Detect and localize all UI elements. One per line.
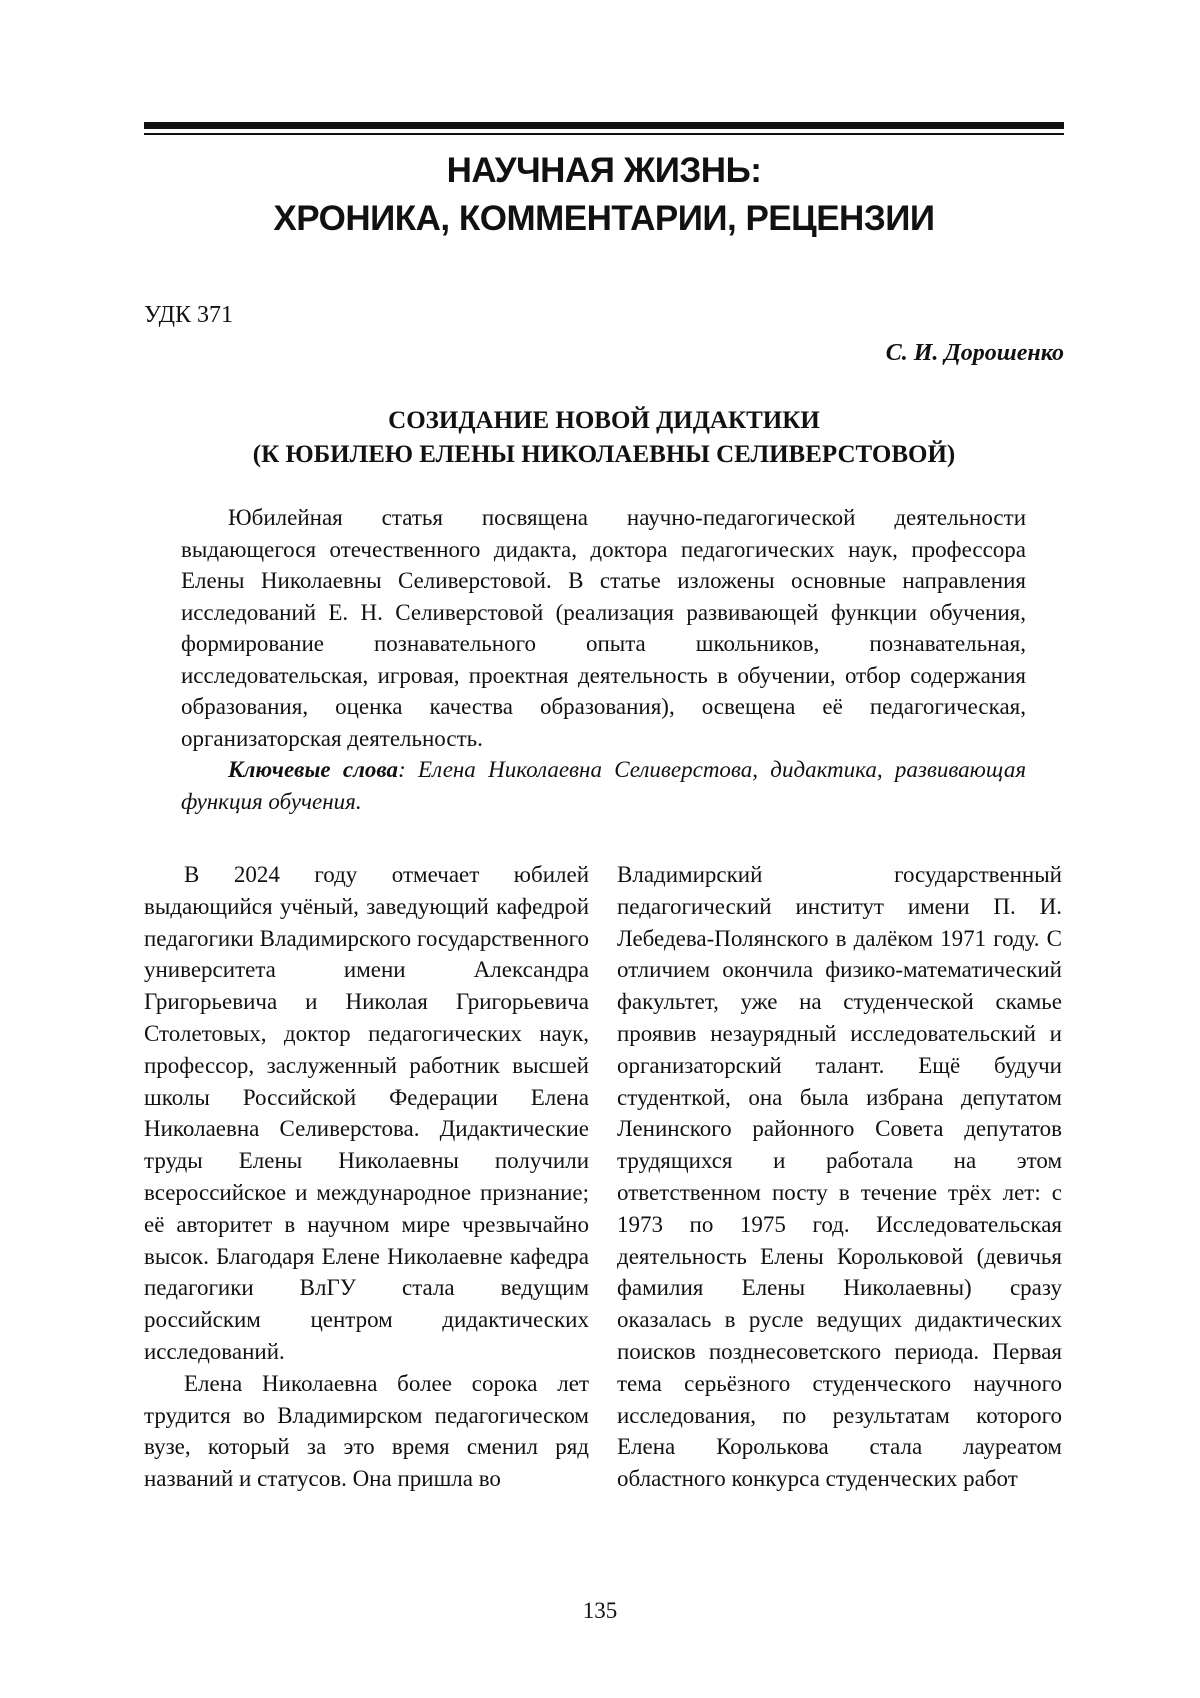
section-title-line1: НАУЧНАЯ ЖИЗНЬ: — [446, 151, 762, 190]
keywords-colon: : — [398, 757, 406, 782]
section-title — [144, 147, 1064, 243]
page-number: 135 — [582, 1598, 618, 1623]
article-title — [144, 404, 1064, 472]
body-paragraph: Елена Николаевна более сорока лет трудится во Владимирском педагогическом вузе, который за это время сменил ряд названий и статусов. Она пришла во — [144, 1370, 589, 1492]
body-column-left — [144, 859, 589, 1495]
section-title-line2: ХРОНИКА, КОММЕНТАРИИ, РЕЦЕНЗИИ — [273, 199, 935, 238]
keywords-label: Ключевые слова — [228, 757, 399, 782]
keywords-text: Елена Николаевна Селиверстова, дидактика, развивающая функция обучения. — [181, 757, 1027, 814]
udc-code: УДК 371 — [144, 302, 233, 328]
body-paragraph: Владимирский государственный педагогический институт имени П. И. Лебедева-Полянского в далёком 1971 году. С отличием окончила физико-математический факультет, уже на студенческой скамье проявив незаурядный исследовательский и организаторский талант. Ещё будучи студенткой, она была избрана депутатом Ленинского районного Совета депутатов трудящихся и работала на этом ответственном посту в течение трёх лет: с 1973 по 1975 год. Исследовательская деятельность Елены Корольковой (девичья фамилия Елены Николаевны) сразу оказалась в русле ведущих дидактических поисков позднесоветского периода. Первая тема серьёзного студенческого научного исследования, по результатам которого Елена Королькова стала лауреатом областного конкурса студенческих работ — [617, 862, 1062, 1492]
header-rule-thin — [144, 133, 1064, 135]
article-title-line2: (К ЮБИЛЕЮ ЕЛЕНЫ НИКОЛАЕВНЫ СЕЛИВЕРСТОВОЙ) — [252, 441, 956, 468]
author-name: С. И. Дорошенко — [885, 340, 1064, 366]
body-paragraph: В 2024 году отмечает юбилей выдающийся учёный, заведующий кафедрой педагогики Владимирского государственного университета имени Александра Григорьевича и Николая Григорьевича Столетовых, доктор педагогических наук, профессор, заслуженный работник высшей школы Российской Федерации Елена Николаевна Селиверстова. Дидактические труды Елены Николаевны получили всероссийское и международное признание; её авторитет в научном мире чрезвычайно высок. Благодаря Елене Николаевне кафедра педагогики ВлГУ стала ведущим российским центром дидактических исследований. — [144, 862, 589, 1364]
header-rule-thick — [144, 122, 1064, 129]
article-title-line1: СОЗИДАНИЕ НОВОЙ ДИДАКТИКИ — [388, 407, 820, 434]
body-column-right — [617, 859, 1062, 1495]
abstract — [181, 502, 1026, 817]
keywords-paragraph — [181, 754, 1026, 817]
abstract-text: Юбилейная статья посвящена научно-педагогической деятельности выдающегося отечественного дидакта, доктора педагогических наук, профессора Елены Николаевны Селиверстовой. В статье изложены основные направления исследований Е. Н. Селиверстовой (реализация развивающей функции обучения, формирование познавательного опыта школьников, познавательная, исследовательская, игровая, проектная деятельность в обучении, отбор содержания образования, оценка качества образования), освещена её педагогическая, организаторская деятельность. — [181, 505, 1026, 751]
